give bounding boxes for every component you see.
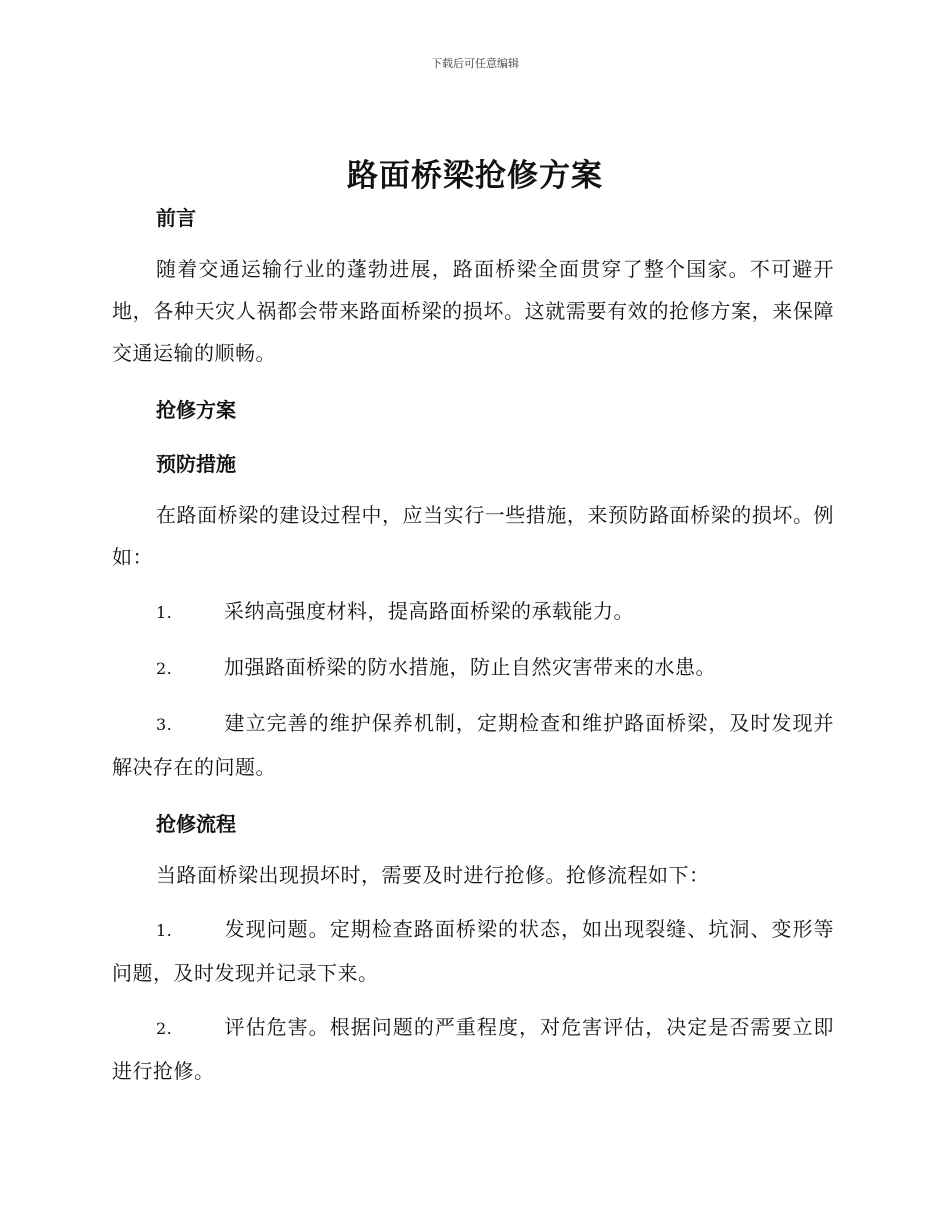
list-item-text: 加强路面桥梁的防水措施，防止自然灾害带来的水患。 bbox=[224, 655, 716, 679]
list-item-text: 发现问题。定期检查路面桥梁的状态，如出现裂缝、坑洞、变形等问题，及时发现并记录下来。 bbox=[112, 917, 834, 985]
list-item-text: 建立完善的维护保养机制，定期检查和维护路面桥梁，及时发现并解决存在的问题。 bbox=[112, 711, 834, 779]
process-item bbox=[112, 1006, 834, 1092]
process-item bbox=[112, 908, 834, 994]
prevention-item bbox=[112, 590, 834, 634]
list-item-text: 采纳高强度材料，提高路面桥梁的承载能力。 bbox=[224, 599, 634, 623]
list-item-text: 评估危害。根据问题的严重程度，对危害评估，决定是否需要立即进行抢修。 bbox=[112, 1015, 834, 1083]
preface-paragraph: 随着交通运输行业的蓬勃进展，路面桥梁全面贯穿了整个国家。不可避开地，各种天灾人祸都会带来路面桥梁的损坏。这就需要有效的抢修方案，来保障交通运输的顺畅。 bbox=[112, 257, 834, 365]
prevention-paragraph: 在路面桥梁的建设过程中，应当实行一些措施，来预防路面桥梁的损坏。例如： bbox=[112, 503, 834, 569]
plan-heading: 抢修方案 bbox=[156, 398, 236, 422]
list-number: 3. bbox=[156, 715, 173, 734]
list-number: 2. bbox=[156, 659, 173, 678]
prevention-item bbox=[112, 702, 834, 788]
document-title: 路面桥梁抢修方案 bbox=[347, 158, 603, 194]
prevention-item bbox=[112, 646, 834, 690]
list-number: 2. bbox=[156, 1019, 173, 1038]
list-number: 1. bbox=[156, 603, 173, 622]
preface-heading: 前言 bbox=[156, 206, 196, 230]
prevention-heading: 预防措施 bbox=[156, 452, 236, 476]
list-number: 1. bbox=[156, 921, 173, 940]
header-note: 下载后可任意编辑 bbox=[431, 57, 519, 70]
process-paragraph: 当路面桥梁出现损坏时，需要及时进行抢修。抢修流程如下： bbox=[156, 863, 710, 887]
process-heading: 抢修流程 bbox=[156, 812, 236, 836]
document-body bbox=[112, 200, 834, 1092]
